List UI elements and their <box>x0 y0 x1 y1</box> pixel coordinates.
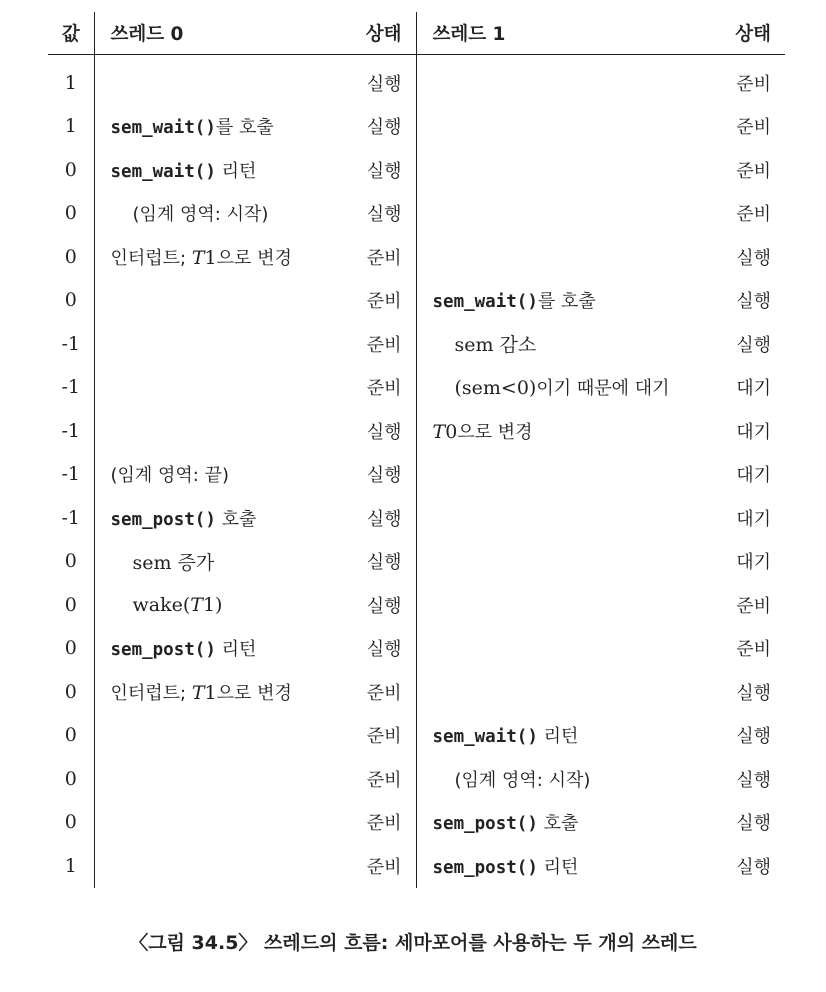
value-cell: 0 <box>64 811 77 834</box>
table-row <box>48 714 785 758</box>
thread0-state: 실행 <box>366 508 402 530</box>
header-thread0: 쓰레드 0 <box>94 12 344 55</box>
thread0-state: 실행 <box>366 204 402 226</box>
sem-post-code: sem_post() <box>432 857 538 878</box>
value-cell: 0 <box>64 637 77 660</box>
thread0-action <box>94 844 344 888</box>
thread1-state: 실행 <box>736 726 771 748</box>
table-row <box>48 279 785 323</box>
thread1-action: T0으로 변경 <box>416 409 714 453</box>
thread0-action: 인터럽트; T1으로 변경 <box>94 235 344 279</box>
value-cell: -1 <box>61 332 80 355</box>
thread0-action: wake(T1) <box>94 583 344 627</box>
thread1-state: 대기 <box>736 508 771 530</box>
thread0-action: sem 증가 <box>94 540 344 584</box>
table-row <box>48 192 785 236</box>
thread1-state: 실행 <box>736 291 771 313</box>
thread0-action: (임계 영역: 시작) <box>94 192 344 236</box>
thread0-state: 준비 <box>366 291 402 313</box>
trace-table-wrapper <box>48 12 785 888</box>
table-row <box>48 844 785 888</box>
thread1-state: 실행 <box>736 769 771 791</box>
sem-post-code: sem_post() <box>432 814 538 835</box>
thread1-state: 대기 <box>736 552 771 574</box>
thread0-state: 준비 <box>366 334 402 356</box>
thread1-action <box>416 105 714 149</box>
value-cell: -1 <box>61 376 80 399</box>
value-cell: -1 <box>61 463 80 486</box>
table-row <box>48 366 785 410</box>
thread0-state: 실행 <box>366 117 402 139</box>
thread0-state: 실행 <box>366 160 402 182</box>
table-row <box>48 453 785 497</box>
header-thread1: 쓰레드 1 <box>416 12 714 55</box>
value-cell: 0 <box>64 724 77 747</box>
thread0-state: 준비 <box>366 247 402 269</box>
table-row <box>48 322 785 366</box>
sem-wait-code: sem_wait() <box>432 727 538 748</box>
thread1-state: 대기 <box>736 421 771 443</box>
thread0-state: 실행 <box>366 639 402 661</box>
thread0-action: sem_wait()를 호출 <box>94 105 344 149</box>
thread0-action <box>94 801 344 845</box>
thread1-action <box>416 583 714 627</box>
table-row <box>48 55 785 105</box>
thread1-action: sem_post() 리턴 <box>416 844 714 888</box>
thread0-action: sem_post() 호출 <box>94 496 344 540</box>
figure-caption: 〈그림 34.5〉 쓰레드의 흐름: 세마포어를 사용하는 두 개의 쓰레드 <box>129 932 697 954</box>
table-header-row <box>48 12 785 55</box>
sem-wait-code: sem_wait() <box>110 161 216 182</box>
thread1-action <box>416 453 714 497</box>
thread0-action: sem_wait() 리턴 <box>94 148 344 192</box>
sem-post-code: sem_post() <box>110 640 216 661</box>
value-cell: 0 <box>64 158 77 181</box>
value-cell: 1 <box>64 71 77 94</box>
thread0-state: 준비 <box>366 769 402 791</box>
thread1-state: 준비 <box>736 595 771 617</box>
thread1-state: 실행 <box>736 247 771 269</box>
thread1-action: (sem<0)이기 때문에 대기 <box>416 366 714 410</box>
thread0-action <box>94 279 344 323</box>
value-cell: 0 <box>64 245 77 268</box>
sem-post-code: sem_post() <box>110 509 216 530</box>
table-row <box>48 105 785 149</box>
table-row <box>48 801 785 845</box>
value-cell: -1 <box>61 506 80 529</box>
thread0-action <box>94 322 344 366</box>
sem-wait-code: sem_wait() <box>110 118 216 139</box>
thread1-state: 준비 <box>736 160 771 182</box>
thread0-state: 준비 <box>366 813 402 835</box>
thread1-action: (임계 영역: 시작) <box>416 757 714 801</box>
value-cell: 0 <box>64 202 77 225</box>
thread1-state: 실행 <box>736 813 771 835</box>
thread0-state: 실행 <box>366 595 402 617</box>
value-cell: 1 <box>64 115 77 138</box>
table-row <box>48 496 785 540</box>
thread0-state: 준비 <box>366 378 402 400</box>
sem-wait-code: sem_wait() <box>432 292 538 313</box>
thread1-state: 대기 <box>736 465 771 487</box>
thread1-state: 준비 <box>736 204 771 226</box>
thread0-action: 인터럽트; T1으로 변경 <box>94 670 344 714</box>
table-row <box>48 235 785 279</box>
value-cell: 0 <box>64 550 77 573</box>
thread1-action <box>416 670 714 714</box>
thread1-action <box>416 55 714 105</box>
thread1-state: 준비 <box>736 73 771 95</box>
table-row <box>48 540 785 584</box>
table-row <box>48 409 785 453</box>
table-row <box>48 670 785 714</box>
value-cell: 0 <box>64 767 77 790</box>
value-cell: 1 <box>64 854 77 877</box>
thread1-action: sem_wait()를 호출 <box>416 279 714 323</box>
thread0-action: (임계 영역: 끝) <box>94 453 344 497</box>
thread-trace-table <box>48 12 785 888</box>
thread0-state: 실행 <box>366 73 402 95</box>
thread1-state: 실행 <box>736 682 771 704</box>
thread1-action <box>416 496 714 540</box>
thread1-state: 대기 <box>736 378 771 400</box>
thread1-state: 실행 <box>736 856 771 878</box>
thread0-state: 실행 <box>366 421 402 443</box>
thread0-action <box>94 366 344 410</box>
thread1-action: sem 감소 <box>416 322 714 366</box>
thread1-action: sem_wait() 리턴 <box>416 714 714 758</box>
thread0-action: sem_post() 리턴 <box>94 627 344 671</box>
value-cell: 0 <box>64 289 77 312</box>
table-row <box>48 627 785 671</box>
header-value: 값 <box>61 24 80 45</box>
thread1-action <box>416 540 714 584</box>
table-row <box>48 757 785 801</box>
thread0-state: 준비 <box>366 856 402 878</box>
table-row <box>48 583 785 627</box>
thread1-state: 준비 <box>736 117 771 139</box>
value-cell: -1 <box>61 419 80 442</box>
thread0-state: 준비 <box>366 726 402 748</box>
thread0-state: 실행 <box>366 552 402 574</box>
thread1-action <box>416 192 714 236</box>
thread0-state: 준비 <box>366 682 402 704</box>
header-state0: 상태 <box>365 24 402 45</box>
thread1-state: 준비 <box>736 639 771 661</box>
thread1-state: 실행 <box>736 334 771 356</box>
thread0-action <box>94 714 344 758</box>
value-cell: 0 <box>64 680 77 703</box>
thread1-action <box>416 627 714 671</box>
thread0-state: 실행 <box>366 465 402 487</box>
thread0-action <box>94 409 344 453</box>
thread0-action <box>94 55 344 105</box>
table-row <box>48 148 785 192</box>
value-cell: 0 <box>64 593 77 616</box>
thread0-action <box>94 757 344 801</box>
header-state1: 상태 <box>735 24 771 45</box>
thread1-action <box>416 148 714 192</box>
thread1-action <box>416 235 714 279</box>
thread1-action: sem_post() 호출 <box>416 801 714 845</box>
